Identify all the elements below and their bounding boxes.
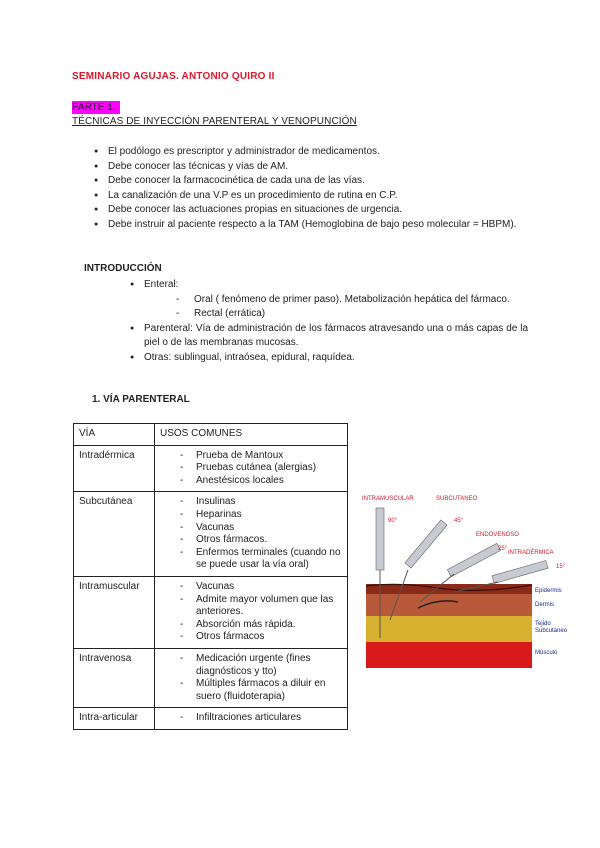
dermis-layer [366,594,532,616]
list-item: - Oral ( fenómeno de primer paso). Metabolización hepática del fármaco. [176,293,528,308]
table-row [74,648,348,707]
muscle-layer [366,642,532,668]
list-item: ● Debe conocer las actuaciones propias en situaciones de urgencia. [94,203,534,218]
list-item-otras: ● Otras: sublingual, intraósea, epidural, raquídea. [130,351,528,366]
list-item: ● El podólogo es prescriptor y administrador de medicamentos. [94,145,534,160]
label-angle-25: 25° [498,546,508,552]
label-subcutaneo: SUBCUTANEO [436,496,478,502]
list-item: - Heparinas [180,509,342,522]
label-intradermica: INTRADÉRMICA [508,550,554,556]
label-endovenoso: ENDOVENOSO [476,532,520,538]
list-item: - Enfermos terminales (cuando no se puede usar la vía oral) [180,547,342,572]
injection-routes-figure [358,488,578,673]
label-subcutaneo-layer: Subcutáneo [535,628,568,634]
table-row [74,492,348,577]
table-header-cell: USOS COMUNES [155,424,348,446]
table-cell-usos [155,445,348,492]
label-intramuscular: INTRAMUSCULAR [362,496,414,502]
intro-bullets [94,145,534,233]
enteral-sublist [144,293,528,322]
list-item: ● Debe conocer la farmacocinética de cada una de las vías. [94,174,534,189]
intro-list [130,278,528,366]
document-title: SEMINARIO AGUJAS. ANTONIO QUIRO II [72,71,275,82]
section-title: TÉCNICAS DE INYECCIÓN PARENTERAL Y VENOPUNCIÓN [72,116,357,127]
table-cell-via: Intravenosa [74,648,155,707]
part-label: PARTE 1. [72,101,120,114]
list-item: - Anestésicos locales [180,475,342,488]
table-row [74,576,348,648]
table-header-row [74,424,348,446]
enteral-label: Enteral: [144,279,179,290]
table-cell-via: Subcutánea [74,492,155,577]
syringe-barrel [447,543,500,576]
list-item: ● Debe instruir al paciente respecto a la TAM (Hemoglobina de bajo peso molecular = HBPM). [94,218,534,233]
label-angle-90: 90° [388,518,398,524]
table-cell-usos [155,492,348,577]
list-item: - Otros fármacos. [180,534,342,547]
label-dermis: Dermis [535,602,554,608]
via-parenteral-heading: 1. VÍA PARENTERAL [92,394,190,405]
subcutaneous-layer [366,616,532,642]
list-item: - Infiltraciones articulares [180,712,342,725]
table-row [74,708,348,730]
list-item: - Otros fármacos [180,631,342,644]
label-musculo: Músculo [535,650,558,656]
syringe-barrel [492,560,548,583]
list-item: - Vacunas [180,581,342,594]
list-item: - Medicación urgente (fines diagnósticos y tto) [180,653,342,678]
table-cell-via: Intra-articular [74,708,155,730]
list-item-enteral [130,278,528,322]
list-item: ● Debe conocer las técnicas y vías de AM. [94,160,534,175]
syringe-barrel [405,520,447,568]
table-cell-usos [155,648,348,707]
list-item: ● La canalización de una V.P es un procedimiento de rutina en C.P. [94,189,534,204]
label-epidermis: Epidermis [535,588,562,594]
label-angle-15: 15° [556,564,566,570]
label-tejido: Tejido [535,621,551,627]
intro-heading: INTRODUCCIÓN [84,263,162,274]
list-item: - Absorción más rápida. [180,619,342,632]
table-cell-usos [155,708,348,730]
list-item: - Vacunas [180,522,342,535]
list-item: - Admite mayor volumen que las anteriores. [180,594,342,619]
list-item: - Rectal (errática) [176,307,528,322]
list-item: - Pruebas cutánea (alergias) [180,462,342,475]
list-item-parenteral: ● Parenteral: Vía de administración de los fármacos atravesando una o más capas de la piel o de las membranas mucosas. [130,322,528,351]
list-item: - Múltiples fármacos a diluir en suero (fluidoterapia) [180,678,342,703]
table-cell-usos [155,576,348,648]
vias-table [73,423,348,730]
label-angle-45: 45° [454,518,464,524]
table-cell-via: Intramuscular [74,576,155,648]
syringe-barrel [376,508,384,570]
table-row [74,445,348,492]
table-cell-via: Intradérmica [74,445,155,492]
table-header-cell: VÍA [74,424,155,446]
list-item: - Prueba de Mantoux [180,450,342,463]
list-item: - Insulinas [180,496,342,509]
